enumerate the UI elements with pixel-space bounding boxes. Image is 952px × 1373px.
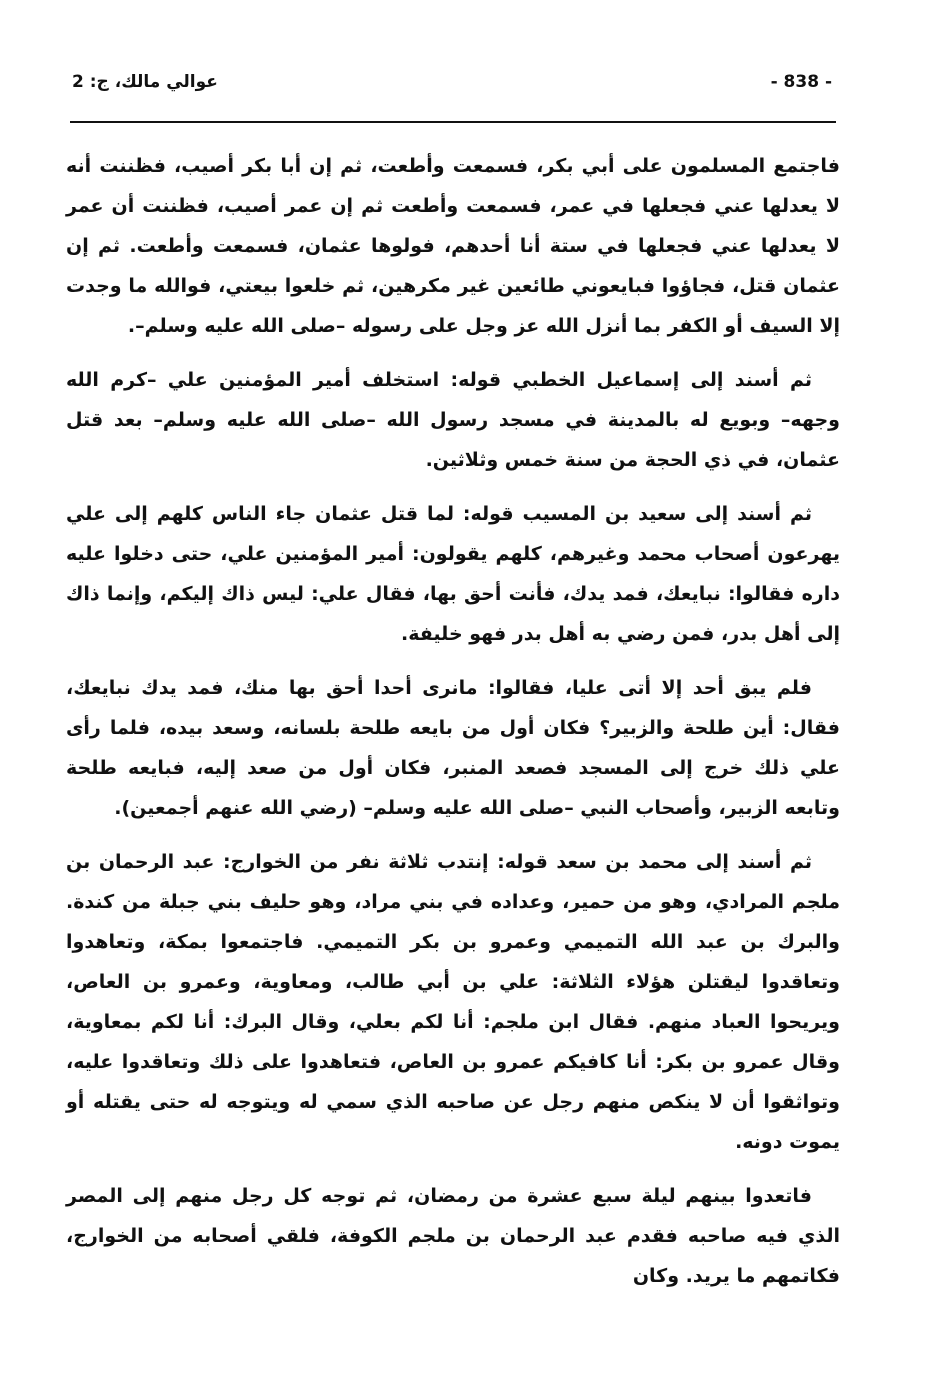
paragraph-4: فلم يبق أحد إلا أتى عليا، فقالوا: مانرى أحدا أحق بها منك، فمد يدك نبايعك، فقال: أين طلحة والزبير؟ فكان أول من بايعه طلحة بلسانه، وسعد بيده، فلما رأى علي ذلك خرج إلى المسجد فصعد المنبر، فكان أول من صعد إليه، فبايعه طلحة وتابعه الزبير، وأصحاب النبي –صلى الله عليه وسلم– (رضي الله عنهم أجمعين). <box>66 677 840 819</box>
paragraph-1: فاجتمع المسلمون على أبي بكر، فسمعت وأطعت، ثم إن أبا بكر أصيب، فظننت أنه لا يعدلها عني فجعلها في عمر، فسمعت وأطعت ثم إن عمر أصيب، فظننت أن عمر لا يعدلها عني فجعلها في ستة أنا أحدهم، فولوها عثمان، فسمعت وأطعت. ثم إن عثمان قتل، فجاؤوا فبايعوني طائعين غير مكرهين، ثم خلعوا بيعتي، فوالله ما وجدت إلا السيف أو الكفر بما أنزل الله عز وجل على رسوله –صلى الله عليه وسلم–. <box>66 155 840 337</box>
page-number: - 838 - <box>770 72 832 92</box>
paragraph-2: ثم أسند إلى إسماعيل الخطبي قوله: استخلف أمير المؤمنين علي –كرم الله وجهه– وبويع له بالمدينة في مسجد رسول الله –صلى الله عليه وسلم– بعد قتل عثمان، في ذي الحجة من سنة خمس وثلاثين. <box>66 369 840 471</box>
paragraph-3: ثم أسند إلى سعيد بن المسيب قوله: لما قتل عثمان جاء الناس كلهم إلى علي يهرعون أصحاب محمد وغيرهم، كلهم يقولون: أمير المؤمنين علي، حتى دخلوا عليه داره فقالوا: نبايعك، فمد يدك، فأنت أحق بها، فقال علي: ليس ذاك إليكم، وإنما ذاك إلى أهل بدر، فمن رضي به أهل بدر فهو خليفة. <box>66 503 840 645</box>
paragraph-6: فاتعدوا بينهم ليلة سبع عشرة من رمضان، ثم توجه كل رجل منهم إلى المصر الذي فيه صاحبه فقدم عبد الرحمان بن ملجم الكوفة، فلقي أصحابه من الخوارج، فكاتمهم ما يريد. وكان <box>66 1185 840 1287</box>
body-text <box>66 146 840 1310</box>
page-header <box>72 72 832 104</box>
paragraph-5: ثم أسند إلى محمد بن سعد قوله: إنتدب ثلاثة نفر من الخوارج: عبد الرحمان بن ملجم المرادي، وهو من حمير، وعداده في بني مراد، وهو حليف بني جبلة من كندة. والبرك بن عبد الله التميمي وعمرو بن بكر التميمي. فاجتمعوا بمكة، وتعاهدوا وتعاقدوا ليقتلن هؤلاء الثلاثة: علي بن أبي طالب، ومعاوية، وعمرو بن العاص، ويريحوا العباد منهم. فقال ابن ملجم: أنا لكم بعلي، وقال البرك: أنا لكم بمعاوية، وقال عمرو بن بكر: أنا كافيكم عمرو بن العاص، فتعاهدوا على ذلك وتعاقدوا عليه، وتواثقوا أن لا ينكص منهم رجل عن صاحبه الذي سمي له ويتوجه له حتى يقتله أو يموت دونه. <box>66 851 840 1153</box>
running-title: عوالي مالك، ج: 2 <box>72 72 218 92</box>
header-rule <box>70 121 836 123</box>
